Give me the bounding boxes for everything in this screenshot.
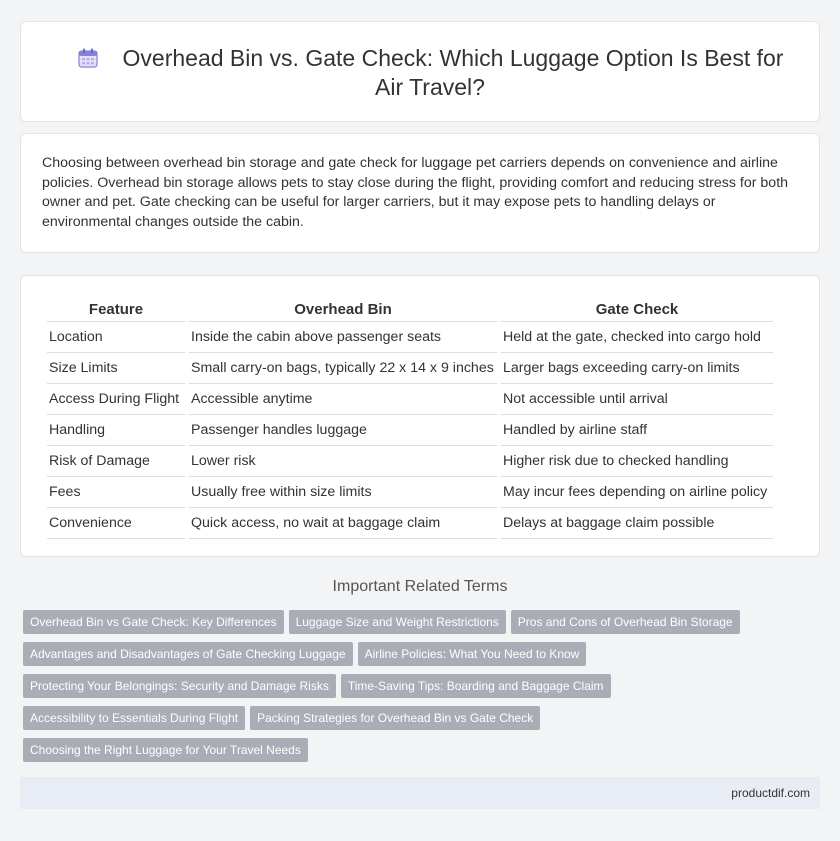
page-title-row	[61, 44, 799, 102]
gate-check-cell: Not accessible until arrival	[501, 384, 773, 415]
table-row	[47, 446, 773, 477]
header-gate-check: Gate Check	[501, 294, 773, 322]
tag-row	[23, 738, 803, 770]
feature-cell: Handling	[47, 415, 185, 446]
gate-check-cell: Higher risk due to checked handling	[501, 446, 773, 477]
feature-cell: Risk of Damage	[47, 446, 185, 477]
table-header-row	[47, 294, 773, 322]
table-row	[47, 477, 773, 508]
tag-row	[23, 674, 803, 706]
tag-row	[23, 610, 803, 642]
feature-cell: Size Limits	[47, 353, 185, 384]
related-term-tag[interactable]: Protecting Your Belongings: Security and Damage Risks	[23, 674, 336, 698]
related-terms-heading: Important Related Terms	[332, 578, 508, 595]
feature-cell: Location	[47, 322, 185, 353]
calendar-icon	[77, 47, 99, 69]
footer	[20, 777, 820, 809]
feature-cell: Convenience	[47, 508, 185, 539]
related-term-tag[interactable]: Overhead Bin vs Gate Check: Key Differences	[23, 610, 284, 634]
header-feature: Feature	[47, 294, 185, 322]
related-term-tag[interactable]: Advantages and Disadvantages of Gate Checking Luggage	[23, 642, 353, 666]
feature-cell: Access During Flight	[47, 384, 185, 415]
gate-check-cell: Delays at baggage claim possible	[501, 508, 773, 539]
overhead-bin-cell: Passenger handles luggage	[189, 415, 497, 446]
table-row	[47, 322, 773, 353]
overhead-bin-cell: Inside the cabin above passenger seats	[189, 322, 497, 353]
related-terms-list	[23, 610, 803, 770]
overhead-bin-cell: Quick access, no wait at baggage claim	[189, 508, 497, 539]
related-term-tag[interactable]: Pros and Cons of Overhead Bin Storage	[511, 610, 740, 634]
header-card	[20, 21, 820, 122]
related-term-tag[interactable]: Luggage Size and Weight Restrictions	[289, 610, 506, 634]
feature-cell: Fees	[47, 477, 185, 508]
comparison-table	[43, 294, 777, 539]
tag-row	[23, 706, 803, 738]
intro-paragraph: Choosing between overhead bin storage and gate check for luggage pet carriers depends on convenience and airline policies. Overhead bin storage allows pets to stay close during the flight, providing comfort and reducing stress for both owner and pet. Gate checking can be useful for larger carriers, but it may expose pets to handling delays or environmental changes outside the cabin.	[42, 155, 789, 230]
table-row	[47, 353, 773, 384]
related-term-tag[interactable]: Choosing the Right Luggage for Your Travel Needs	[23, 738, 308, 762]
page-title: Overhead Bin vs. Gate Check: Which Luggage Option Is Best for Air Travel?	[122, 45, 784, 100]
related-term-tag[interactable]: Time-Saving Tips: Boarding and Baggage Claim	[341, 674, 611, 698]
gate-check-cell: Larger bags exceeding carry-on limits	[501, 353, 773, 384]
table-row	[47, 415, 773, 446]
related-term-tag[interactable]: Airline Policies: What You Need to Know	[358, 642, 587, 666]
tag-row	[23, 642, 803, 674]
table-row	[47, 508, 773, 539]
gate-check-cell: Handled by airline staff	[501, 415, 773, 446]
overhead-bin-cell: Usually free within size limits	[189, 477, 497, 508]
comparison-card	[20, 275, 820, 557]
header-overhead-bin: Overhead Bin	[189, 294, 497, 322]
intro-card	[20, 133, 820, 253]
overhead-bin-cell: Small carry-on bags, typically 22 x 14 x 9 inches	[189, 353, 497, 384]
related-term-tag[interactable]: Accessibility to Essentials During Flight	[23, 706, 245, 730]
table-row	[47, 384, 773, 415]
overhead-bin-cell: Accessible anytime	[189, 384, 497, 415]
gate-check-cell: May incur fees depending on airline policy	[501, 477, 773, 508]
footer-site-link[interactable]: productdif.com	[731, 786, 810, 800]
related-term-tag[interactable]: Packing Strategies for Overhead Bin vs Gate Check	[250, 706, 540, 730]
overhead-bin-cell: Lower risk	[189, 446, 497, 477]
gate-check-cell: Held at the gate, checked into cargo hold	[501, 322, 773, 353]
